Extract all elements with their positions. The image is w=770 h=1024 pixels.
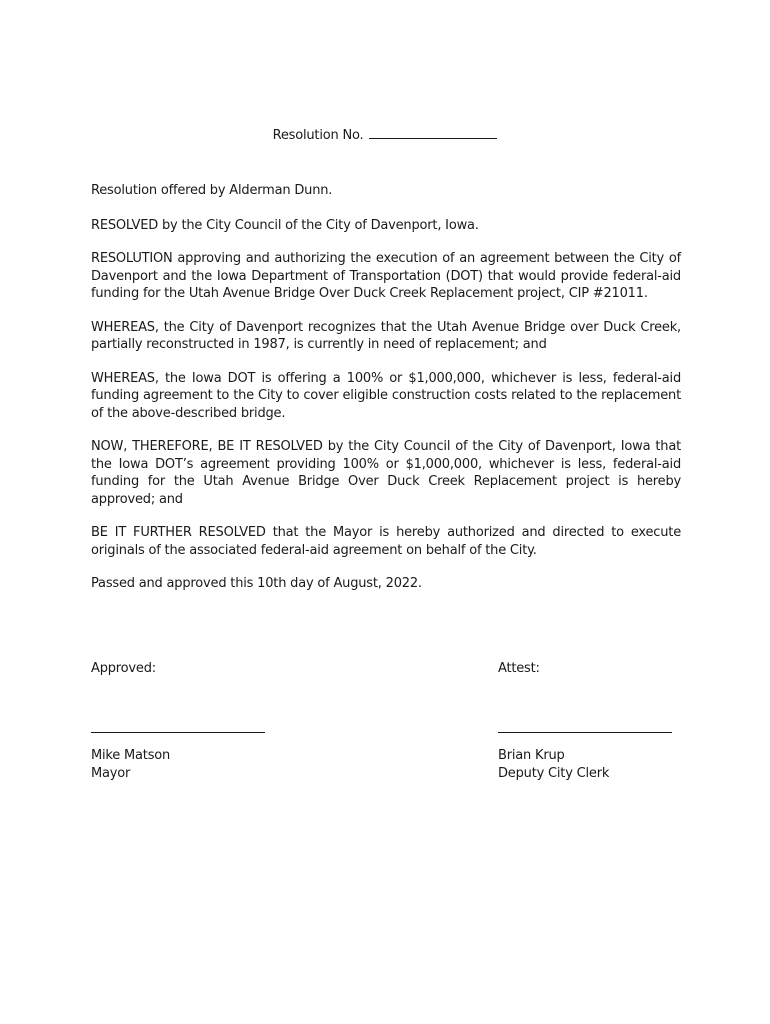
resolution-number-blank — [369, 126, 497, 139]
attest-label: Attest: — [498, 661, 540, 676]
approved-name: Mike Matson — [91, 748, 171, 763]
approved-signature-line — [91, 732, 265, 733]
signature-block-approved — [91, 660, 291, 782]
signature-block-attest — [498, 660, 698, 782]
resolution-body — [91, 182, 681, 609]
resolution-number-label: Resolution No. — [272, 128, 364, 143]
attest-title: Deputy City Clerk — [498, 765, 610, 781]
paragraph-resolved-by: RESOLVED by the City Council of the City of Davenport, Iowa. — [91, 217, 479, 233]
paragraph-resolution: RESOLUTION approving and authorizing the execution of an agreement between the City of Davenport and the Iowa Department of Transportation (DOT) that would provide federal-aid funding for the Utah Avenue Bridge Over Duck Creek Replacement project, CIP #21011. — [91, 251, 681, 301]
paragraph-now-therefore: NOW, THEREFORE, BE IT RESOLVED by the City Council of the City of Davenport, Iowa that the Iowa DOT’s agreement providing 100% or $1,000,000, whichever is less, federal-aid funding for the Utah Avenue Bridge Over Duck Creek Replacement project is hereby approved; and — [91, 439, 681, 507]
attest-name: Brian Krup — [498, 748, 565, 763]
attest-signature-line — [498, 732, 672, 733]
approved-title: Mayor — [91, 765, 131, 781]
paragraph-be-it-further: BE IT FURTHER RESOLVED that the Mayor is hereby authorized and directed to execute originals of the associated federal-aid agreement on behalf of the City. — [91, 525, 681, 558]
approved-label: Approved: — [91, 661, 156, 676]
paragraph-passed-approved: Passed and approved this 10th day of August, 2022. — [91, 576, 422, 591]
paragraph-offered-by: Resolution offered by Alderman Dunn. — [91, 183, 333, 198]
paragraph-whereas-2: WHEREAS, the Iowa DOT is offering a 100% or $1,000,000, whichever is less, federal-aid funding agreement to the City to cover eligible construction costs related to the replacement of the above-described bridge. — [91, 370, 681, 421]
paragraph-whereas-1: WHEREAS, the City of Davenport recognizes that the Utah Avenue Bridge over Duck Creek, partially reconstructed in 1987, is currently in need of replacement; and — [91, 319, 681, 352]
resolution-title — [0, 126, 770, 143]
